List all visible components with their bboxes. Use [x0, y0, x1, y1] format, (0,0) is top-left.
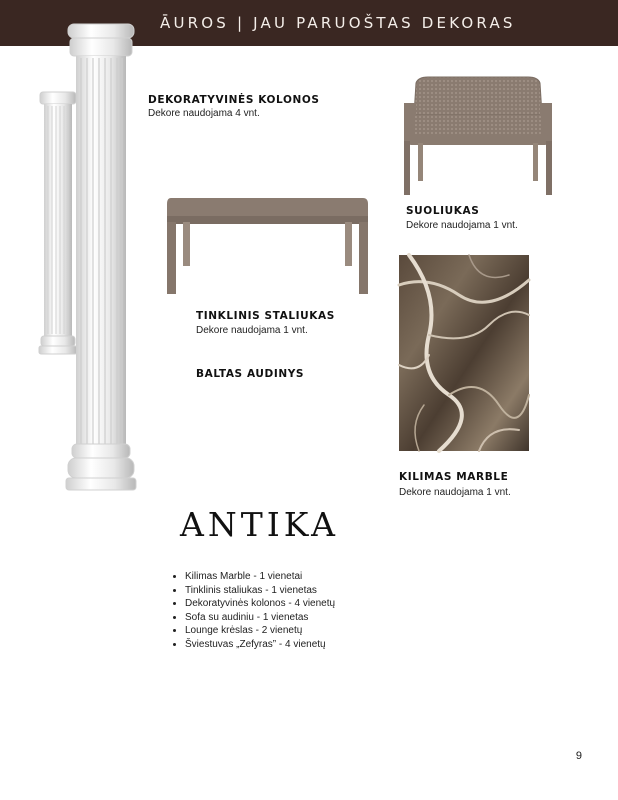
column-image — [30, 18, 170, 498]
bench-image — [398, 75, 558, 200]
collection-list — [170, 570, 335, 651]
table-title: TINKLINIS STALIUKAS — [196, 310, 335, 322]
header-title: ĀUROS | JAU PARUOŠTAS DEKORAS — [160, 14, 516, 32]
bench-note: Dekore naudojama 1 vnt. — [406, 220, 518, 231]
list-item: • Tinklinis staliukas - 1 vienetas — [185, 584, 335, 598]
large-column — [66, 24, 136, 490]
collection-title: ANTIKA — [180, 505, 339, 544]
marble-rug-image — [399, 255, 529, 451]
small-column — [39, 92, 77, 354]
rug-note: Dekore naudojama 1 vnt. — [399, 487, 511, 498]
list-item: • Kilimas Marble - 1 vienetai — [185, 570, 335, 584]
list-item: • Sofa su audiniu - 1 vienetas — [185, 611, 335, 625]
columns-note: Dekore naudojama 4 vnt. — [148, 108, 260, 119]
bench-title: SUOLIUKAS — [406, 205, 480, 217]
list-item: • Dekoratyvinės kolonos - 4 vienetų — [185, 597, 335, 611]
fabric-title: BALTAS AUDINYS — [196, 368, 305, 380]
list-item: • Šviestuvas „Zefyras” - 4 vienetų — [185, 638, 335, 652]
columns-title: DEKORATYVINĖS KOLONOS — [148, 94, 320, 106]
page-number: 9 — [575, 750, 582, 762]
table-image — [165, 196, 370, 298]
table-note: Dekore naudojama 1 vnt. — [196, 325, 308, 336]
list-item: • Lounge krėslas - 2 vienetų — [185, 624, 335, 638]
rug-title: KILIMAS MARBLE — [399, 471, 509, 483]
